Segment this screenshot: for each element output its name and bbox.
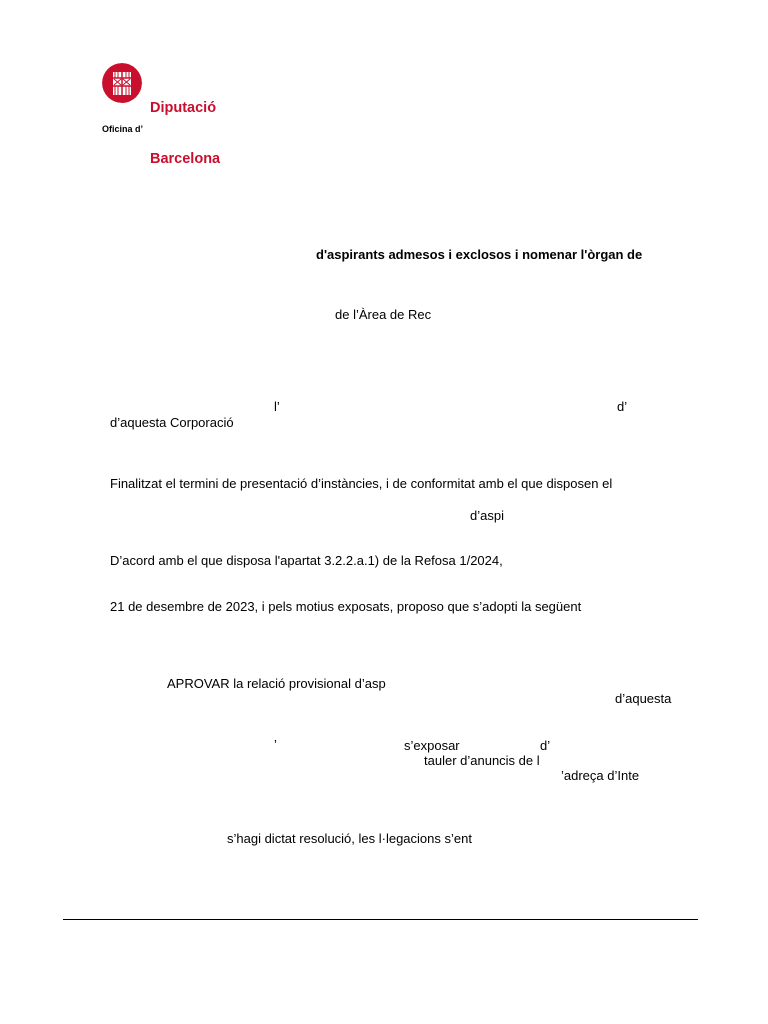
resolution-line-1: APROVAR la relació provisional d’asp bbox=[167, 676, 386, 691]
resolution-d: d’ bbox=[540, 738, 551, 753]
brand-line-1: Diputació bbox=[150, 100, 217, 116]
title-line-2: de l’Àrea de Rec bbox=[335, 307, 432, 322]
resolution-line-3: s’hagi dictat resolució, les l·legacions s’ent bbox=[227, 831, 472, 846]
p2-line-1: Finalitzat el termini de presentació d’instàncies, i de conformitat amb el que disposen el bbox=[110, 476, 613, 491]
p3-line: D’acord amb el que disposa l'apartat 3.2.2.a.1) de la Refosa 1/2024, bbox=[110, 553, 503, 568]
resolution-fragment: d’aquesta bbox=[615, 691, 672, 706]
resolution-exposar: s’exposar bbox=[404, 738, 460, 753]
p2-fragment: d’aspi bbox=[470, 508, 504, 523]
resolution-adreca: ’adreça d’Inte bbox=[561, 768, 640, 783]
p1-fragment-a: l’ bbox=[274, 399, 280, 414]
p1-fragment-c: d’aquesta Corporació bbox=[110, 415, 234, 430]
brand-name bbox=[150, 66, 220, 202]
footer-divider bbox=[63, 919, 698, 920]
resolution-apostrophe: ’ bbox=[274, 737, 277, 752]
title-line-1: d'aspirants admesos i exclosos i nomenar l'òrgan de bbox=[316, 247, 643, 262]
brand-line-2: Barcelona bbox=[150, 151, 221, 167]
office-label: Oficina d’ bbox=[102, 124, 144, 134]
p4-line: 21 de desembre de 2023, i pels motius exposats, proposo que s’adopti la següent bbox=[110, 599, 582, 614]
p1-fragment-b: d’ bbox=[617, 399, 628, 414]
coat-of-arms-icon bbox=[102, 63, 142, 103]
resolution-tauler: tauler d’anuncis de l bbox=[424, 753, 540, 768]
